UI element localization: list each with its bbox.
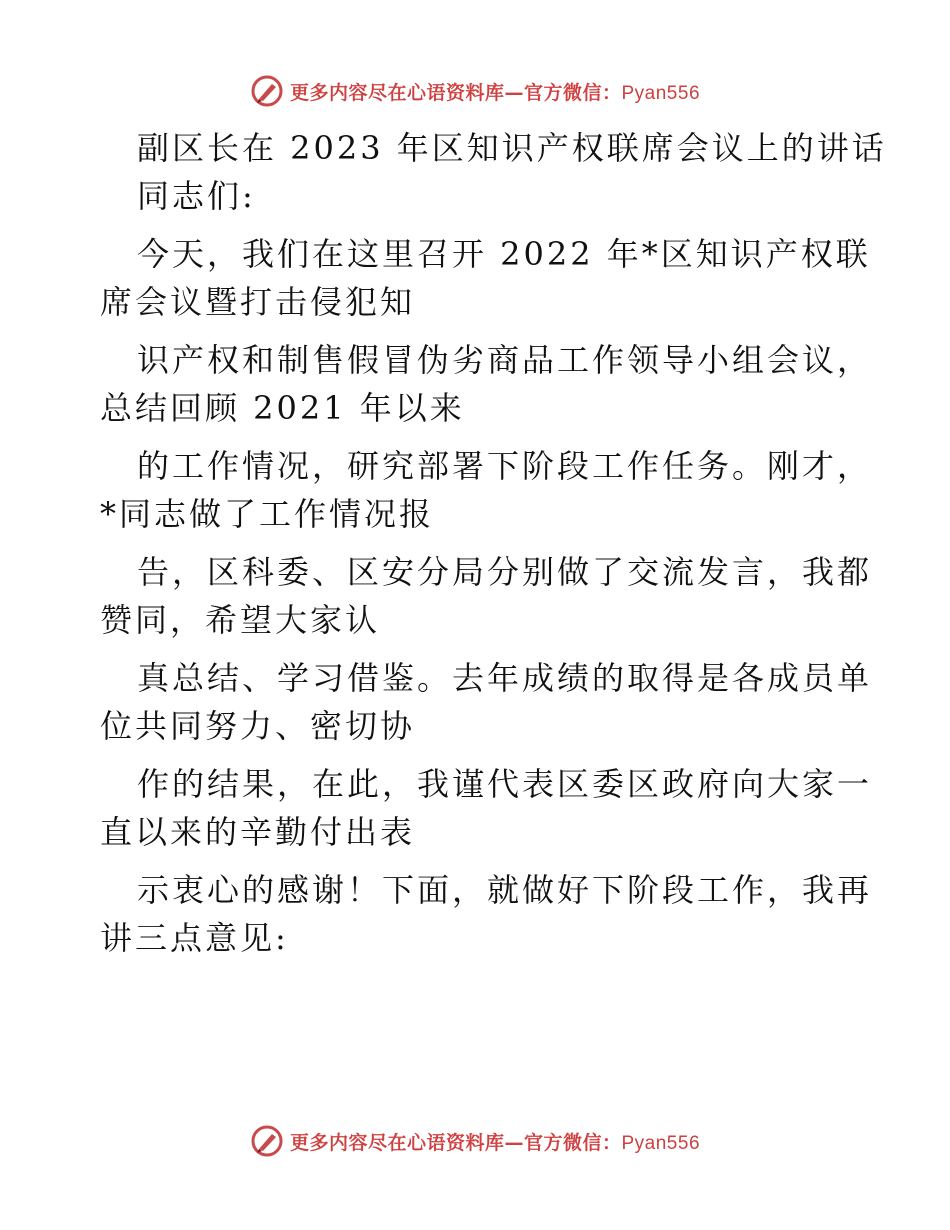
paragraph-line: 讲三点意见: (100, 919, 289, 957)
paragraph-line: 席会议暨打击侵犯知 (100, 283, 416, 321)
pen-logo-icon (250, 74, 284, 108)
paragraph-line: 直以来的辛勤付出表 (100, 813, 416, 851)
footer-wechat-id: Pyan556 (621, 1132, 701, 1154)
paragraph-line: 识产权和制售假冒伪劣商品工作领导小组会议， (137, 341, 873, 379)
document-title: 副区长在 2023 年区知识产权联席会议上的讲话 (137, 129, 887, 167)
pen-logo-icon (250, 1124, 284, 1158)
footer-banner (0, 1121, 950, 1161)
paragraph-line: 示衷心的感谢！下面，就做好下阶段工作，我再 (137, 871, 873, 909)
paragraph-line: 作的结果，在此，我谨代表区委区政府向大家一 (137, 765, 873, 803)
header-wechat-id: Pyan556 (621, 82, 701, 104)
paragraph-line: 告，区科委、区安分局分别做了交流发言，我都 (137, 553, 873, 591)
salutation: 同志们: (137, 177, 256, 215)
header-banner (0, 71, 950, 111)
header-banner-text: 更多内容尽在心语资料库—官方微信：Pyan556 (289, 81, 701, 104)
paragraph-line: 位共同努力、密切协 (100, 707, 416, 745)
paragraph-line: 的工作情况，研究部署下阶段工作任务。刚才， (137, 447, 873, 485)
paragraph-line: *同志做了工作情况报 (100, 495, 435, 533)
paragraph-line: 真总结、学习借鉴。去年成绩的取得是各成员单 (137, 659, 873, 697)
paragraph-line: 今天，我们在这里召开 2022 年*区知识产权联 (137, 235, 871, 273)
footer-banner-text: 更多内容尽在心语资料库—官方微信：Pyan556 (289, 1131, 701, 1154)
paragraph-line: 赞同，希望大家认 (100, 601, 381, 639)
paragraph-line: 总结回顾 2021 年以来 (100, 389, 465, 427)
document-body (100, 124, 887, 962)
